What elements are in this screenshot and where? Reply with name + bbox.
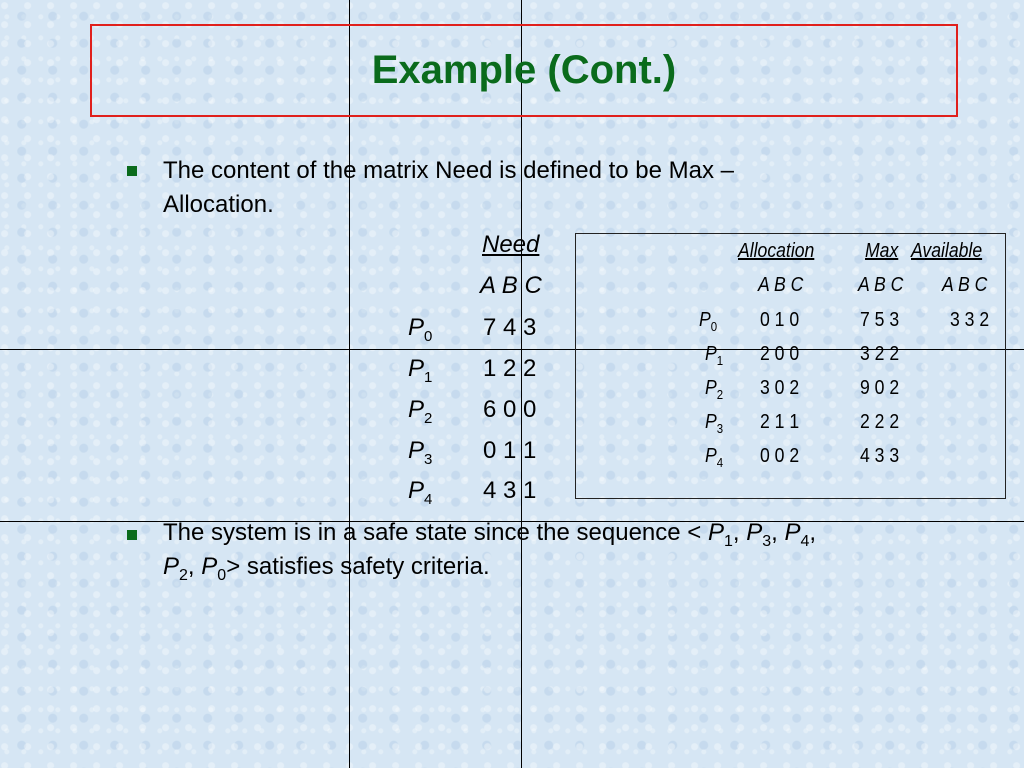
table-process-p3: $P_3$ bbox=[705, 411, 724, 436]
need-process-p0: $P_0$ bbox=[408, 314, 433, 345]
allocation-p1: 2 0 0 bbox=[760, 343, 800, 365]
bullet-square-icon bbox=[127, 166, 137, 176]
need-values-p4: 4 3 1 bbox=[483, 477, 537, 504]
table-process-p4: $P_4$ bbox=[705, 445, 724, 470]
need-process-p4: $P_4$ bbox=[408, 477, 433, 508]
available-p0: 3 3 2 bbox=[950, 309, 990, 331]
table-process-p0: $P_0$ bbox=[699, 309, 718, 334]
header-max: Max bbox=[865, 240, 899, 262]
columns-available: A B C bbox=[942, 274, 988, 296]
need-process-p3: $P_3$ bbox=[408, 437, 433, 468]
bullet-1-line-1: The content of the matrix Need is defined to be Max – bbox=[163, 157, 734, 184]
allocation-p4: 0 0 2 bbox=[760, 445, 800, 467]
need-process-p1: $P_1$ bbox=[408, 355, 433, 386]
need-process-p2: $P_2$ bbox=[408, 396, 433, 427]
need-values-p0: 7 4 3 bbox=[483, 314, 537, 341]
seq-p4: $P_4$ bbox=[784, 519, 810, 550]
allocation-p0: 0 1 0 bbox=[760, 309, 800, 331]
need-values-p1: 1 2 2 bbox=[483, 355, 537, 382]
max-p0: 7 5 3 bbox=[860, 309, 900, 331]
bullet-square-icon bbox=[127, 530, 137, 540]
max-p3: 2 2 2 bbox=[860, 411, 900, 433]
header-available: Available bbox=[911, 240, 983, 262]
table-process-p1: $P_1$ bbox=[705, 343, 724, 368]
need-columns: A B C bbox=[480, 272, 542, 299]
allocation-p2: 3 0 2 bbox=[760, 377, 800, 399]
need-label: Need bbox=[482, 231, 540, 258]
title-box bbox=[90, 24, 958, 117]
need-values-p2: 6 0 0 bbox=[483, 396, 537, 423]
slide-title: Example (Cont.) bbox=[371, 48, 677, 92]
table-process-p2: $P_2$ bbox=[705, 377, 724, 402]
max-p4: 4 3 3 bbox=[860, 445, 900, 467]
seq-p2: $P_2$ bbox=[163, 553, 188, 584]
need-values-p3: 0 1 1 bbox=[483, 437, 537, 464]
seq-p3: $P_3$ bbox=[746, 519, 772, 550]
max-p2: 9 0 2 bbox=[860, 377, 900, 399]
allocation-p3: 2 1 1 bbox=[760, 411, 800, 433]
bullet-2-line-1: The system is in a safe state since the sequence < $P_1$, $P_3$, $P_4$, bbox=[163, 519, 817, 550]
columns-max: A B C bbox=[858, 274, 904, 296]
bullet-1-line-2: Allocation. bbox=[163, 191, 274, 218]
seq-p0: $P_0$ bbox=[201, 553, 227, 584]
max-p1: 3 2 2 bbox=[860, 343, 900, 365]
header-allocation: Allocation bbox=[738, 240, 815, 262]
columns-allocation: A B C bbox=[758, 274, 804, 296]
bullet-2-line-2: $P_2$, $P_0>$ satisfies safety criteria. bbox=[163, 553, 490, 584]
seq-p1: $P_1$ bbox=[707, 519, 733, 550]
